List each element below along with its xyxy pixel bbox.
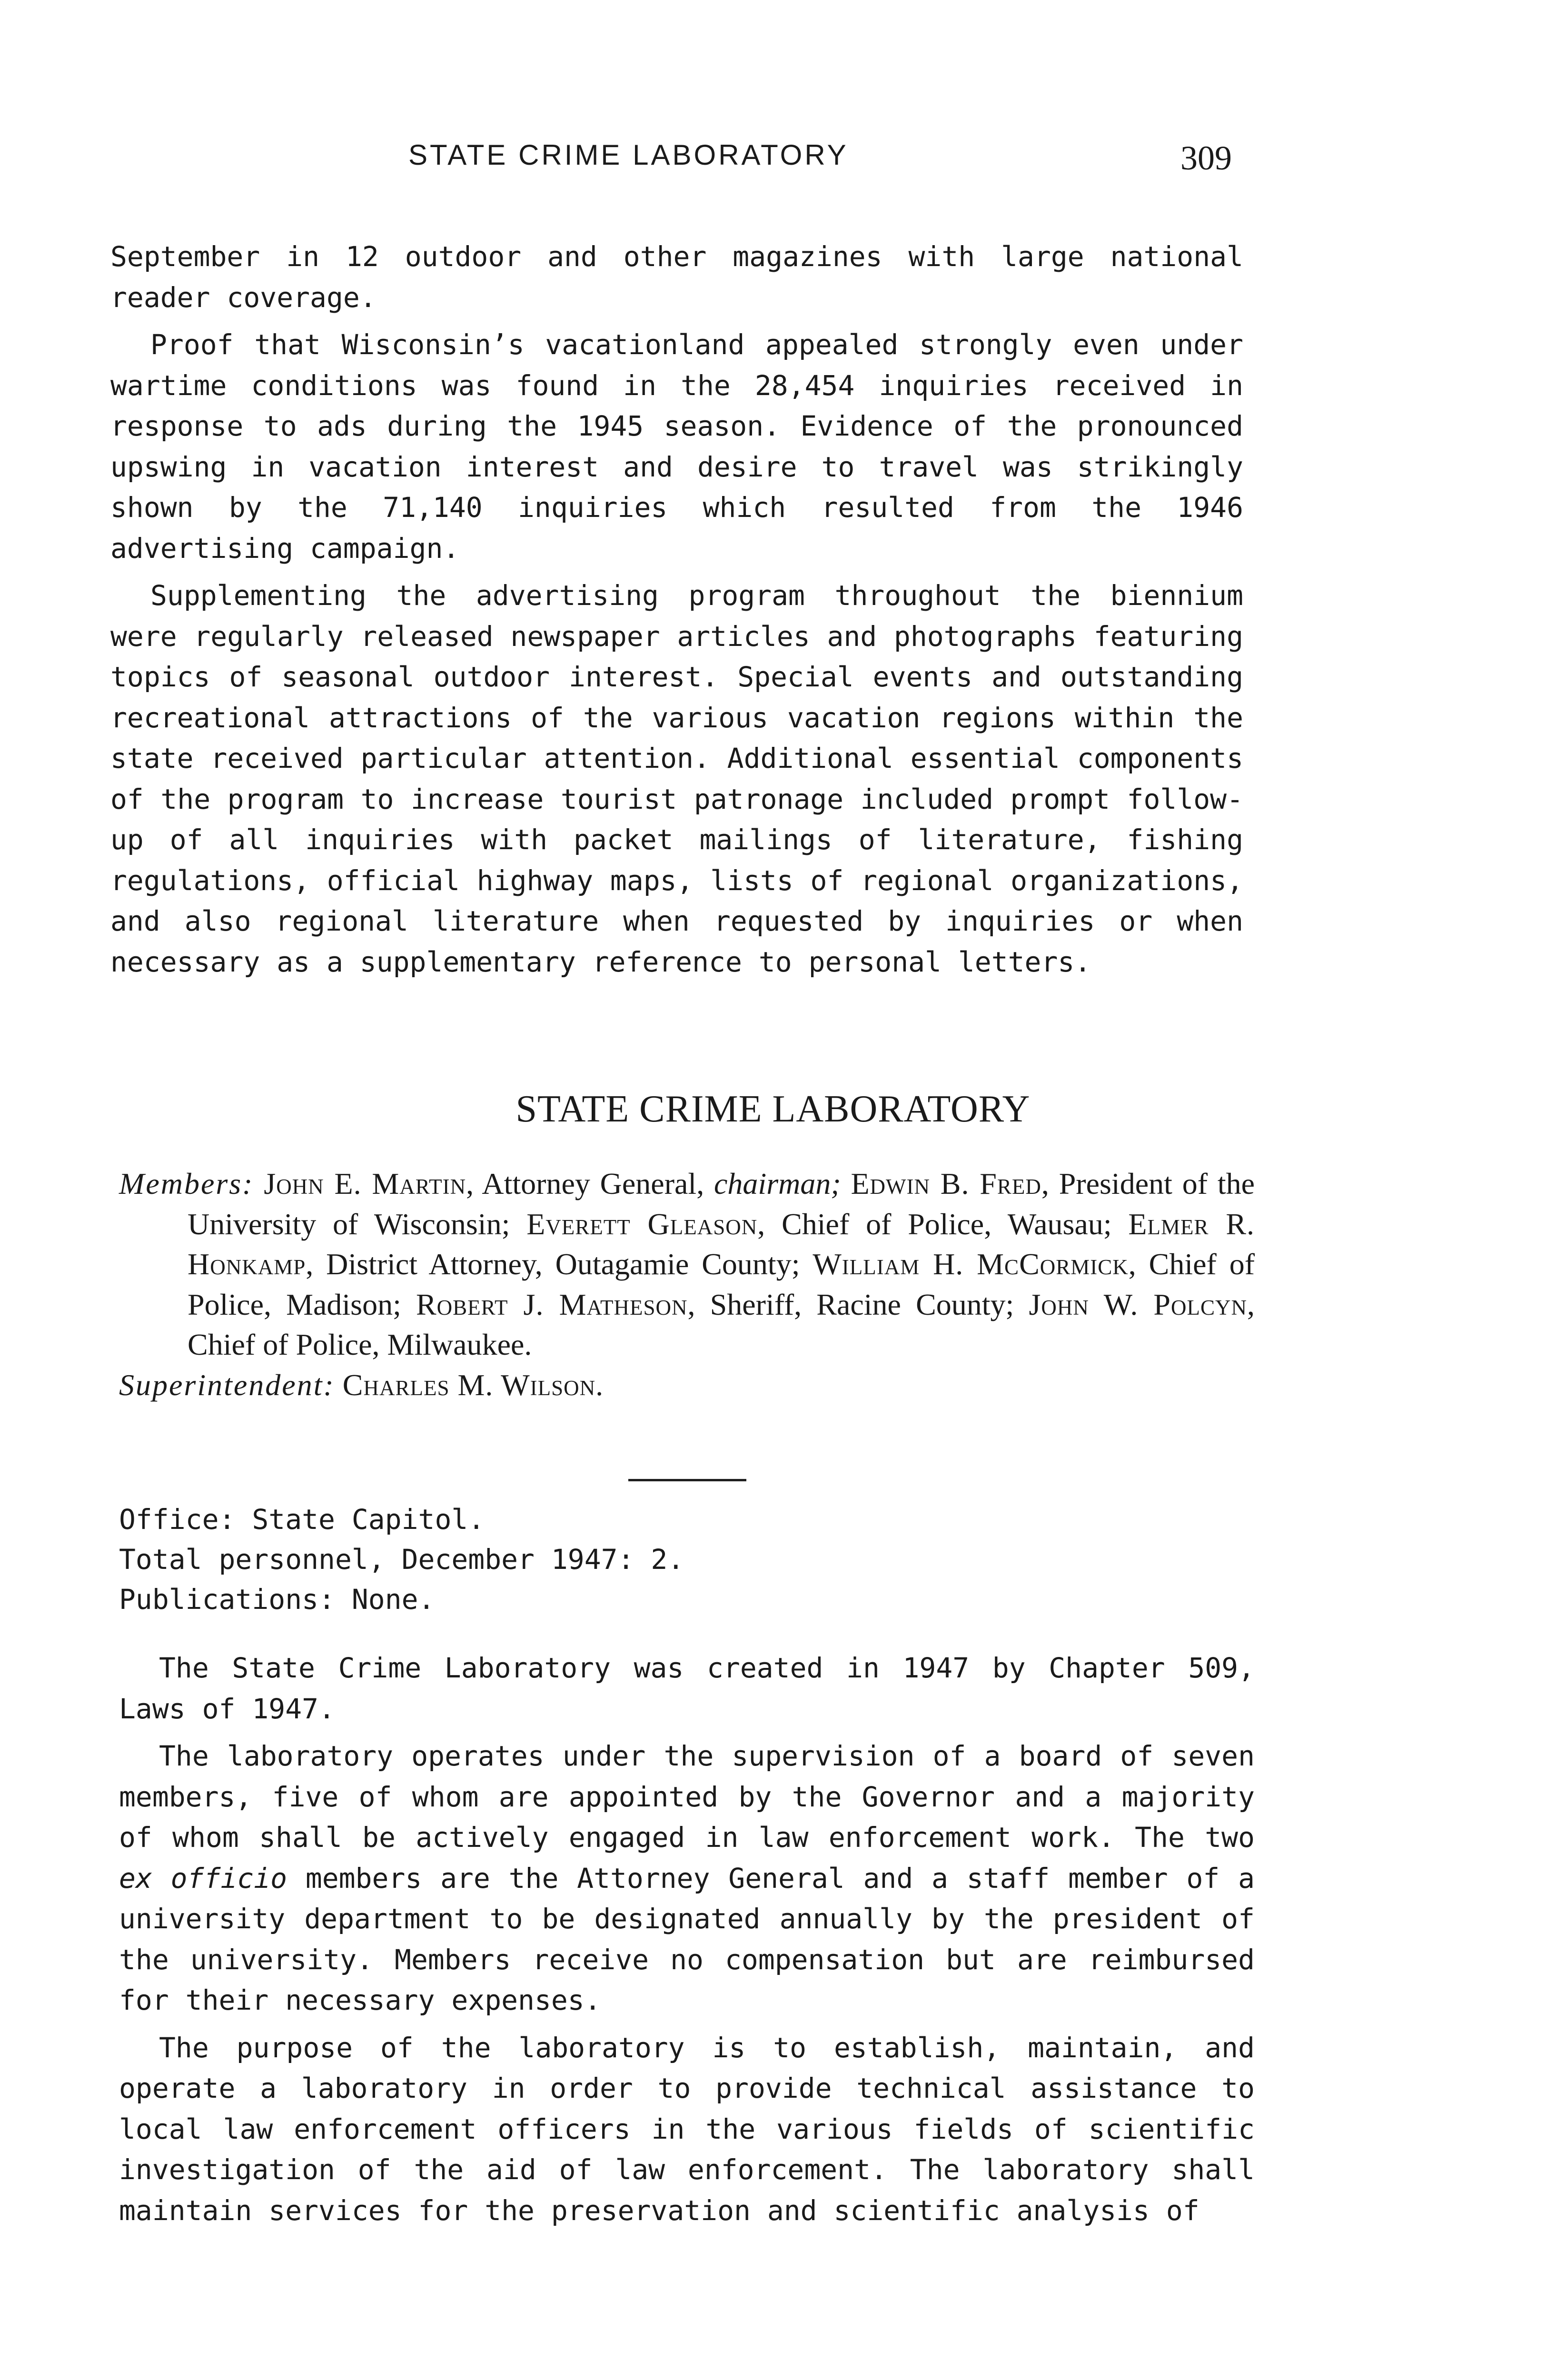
running-header-title: STATE CRIME LABORATORY: [408, 139, 849, 171]
members-listing: [119, 1164, 1255, 1405]
paragraph: Proof that Wisconsin’s vacationland appealed strongly even under wartime conditions was found in the 28,454 inquiries received in response to ads during the 1945 season. Evidence of the pronounced upswing in vacation interest and desire to travel was strikingly shown by the 71,140 inquiries which resulted from the 1946 advertising campaign.: [110, 328, 1243, 565]
member-role: , District Attorney, Outagamie County;: [306, 1247, 800, 1281]
paragraph-text: The laboratory operates under the supervision of a board of seven members, five of whom are appointed by the Governor and a majority of whom shall be actively engaged in law enforcement work. The two: [119, 1740, 1255, 1854]
member-name: Everett Gleason: [526, 1207, 758, 1241]
office-info: [119, 1499, 1071, 1619]
superintendent-label: Superintendent:: [119, 1368, 335, 1402]
member-role: , Chief of Police, Wausau;: [757, 1207, 1112, 1241]
paragraph: The State Crime Laboratory was created in 1947 by Chapter 509, Laws of 1947.: [119, 1652, 1255, 1725]
section-heading: STATE CRIME LABORATORY: [515, 1088, 1031, 1130]
office-line: Office: State Capitol.: [119, 1503, 485, 1536]
paragraph: September in 12 outdoor and other magazines with large national reader coverage.: [110, 240, 1243, 314]
paragraph: [119, 1736, 1255, 2021]
member-role: , President of the University of Wisconsin;: [188, 1167, 1255, 1241]
members-paragraph: [119, 1164, 1255, 1365]
superintendent-end: .: [595, 1368, 604, 1402]
members-label: Members:: [119, 1167, 254, 1200]
divider-rule: [628, 1479, 746, 1481]
member-role: , Sheriff, Racine County;: [687, 1287, 1014, 1321]
member-role: , Chief of Police, Madison;: [188, 1247, 1255, 1321]
member-role: , Chief of Police, Milwaukee.: [188, 1287, 1255, 1361]
superintendent-line: [119, 1365, 1255, 1406]
crime-lab-text: [119, 1648, 1255, 2231]
personnel-line: Total personnel, December 1947: 2.: [119, 1543, 684, 1576]
latin-term: ex officio: [119, 1862, 287, 1894]
superintendent-name: Charles M. Wilson: [342, 1368, 596, 1402]
member-name: John W. Polcyn: [1029, 1287, 1248, 1321]
member-name: Edwin B. Fred: [851, 1167, 1041, 1200]
member-name: William H. McCormick: [813, 1247, 1129, 1281]
paragraph-text: members are the Attorney General and a staff member of a university department to be designated annually by the president of the university. Members receive no compensation but are reimbursed for their necessary expenses.: [119, 1862, 1255, 2016]
page-number: 309: [1180, 139, 1232, 177]
tourism-text-continued: [110, 237, 1243, 982]
member-name: John E. Martin: [264, 1167, 466, 1200]
paragraph: Supplementing the advertising program throughout the biennium were regularly released newspaper articles and photographs featuring topics of seasonal outdoor interest. Special events and outstanding recreational attractions of the various vacation regions within the state received particular attention. Additional essential components of the program to increase tourist patronage included prompt follow-up of all inquiries with packet mailings of literature, fishing regulations, official highway maps, lists of regional organizations, and also regional literature when requested by inquiries or when necessary as a supplementary reference to personal letters.: [110, 579, 1243, 978]
member-name: Robert J. Matheson: [416, 1287, 688, 1321]
member-name: Elmer R. Honkamp: [188, 1207, 1255, 1281]
paragraph: The purpose of the laboratory is to establish, maintain, and operate a laboratory in order to provide technical assistance to local law enforcement officers in the various fields of scientific investigation of the aid of law enforcement. The laboratory shall maintain services for the preservation and scientific analysis of: [119, 2031, 1255, 2227]
member-note: chairman;: [714, 1167, 841, 1200]
publications-line: Publications: None.: [119, 1583, 435, 1616]
member-role: , Attorney General,: [466, 1167, 714, 1200]
